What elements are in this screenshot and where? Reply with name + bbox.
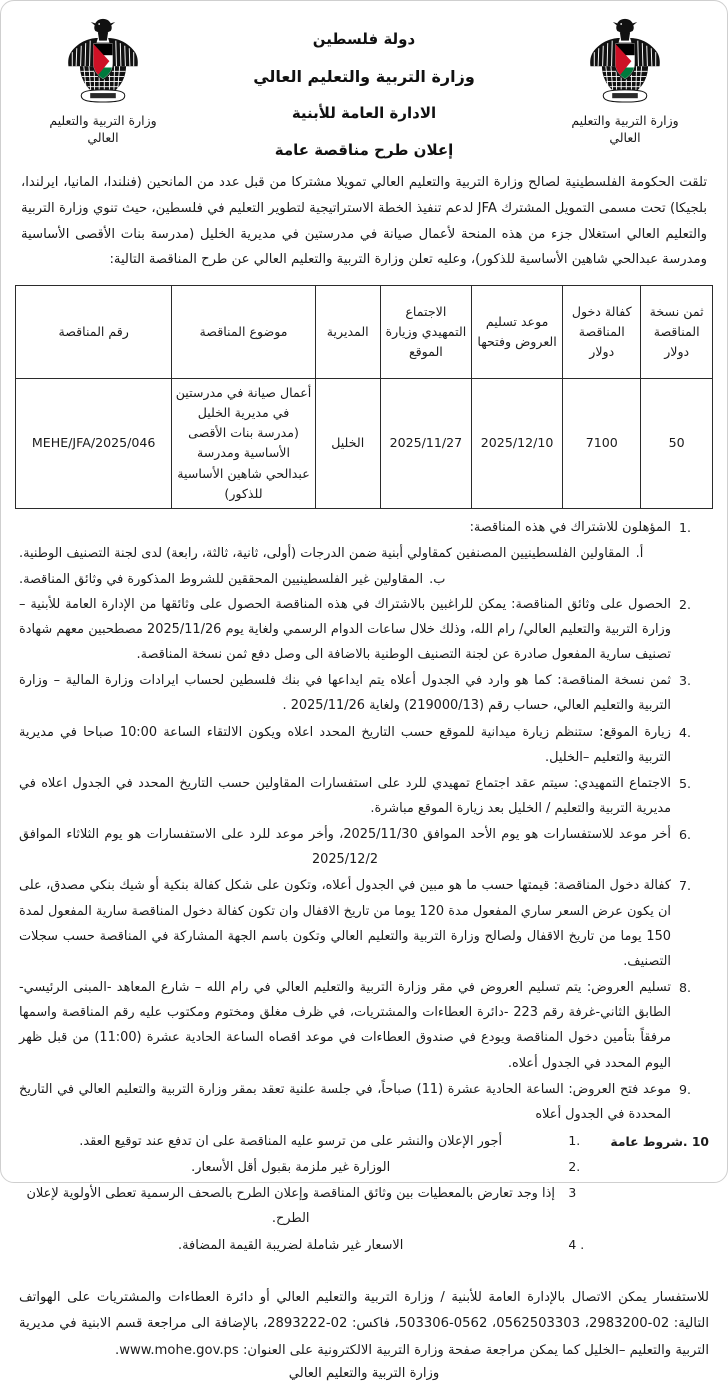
general-condition-text: أجور الإعلان والنشر على من ترسو عليه المناقصة على ان تدفع عند توقيع العقد. [79,1134,503,1150]
clause-text: ثمن نسخة المناقصة: كما هو وارد في الجدول أعلاه يتم ايداعها في بنك فلسطين لحساب ايرادات وزارة المالية – وزارة التربية والتعليم العالي، حساب رقم (219000/13) ولغاية 2025/11/26 . [19,673,671,714]
general-conditions-items [19,1129,600,1259]
clause-number: 8. [679,980,692,996]
general-condition-number: 2. [568,1159,581,1175]
clause-number: 2. [679,596,692,612]
clause-text: موعد فتح العروض: الساعة الحادية عشرة (11) صباحاً، في جلسة علنية تعقد بمقر وزارة التربية والتعليم العالي في التاريخ المحددة في الجدول أعلاه [19,1081,671,1122]
clause-text: الحصول على وثائق المناقصة: يمكن للراغبين بالاشتراك في هذه المناقصة الحصول على وثائقها من الإدارة العامة للأبنية – وزارة التربية والتعليم العالي/ رام الله، وذلك خلال ساعات الدوام الرسمي ولغاية يوم 2025/11/26 مصطحبين معهم شهادة تصنيف سارية المفعول صادرة عن لجنة التصنيف الوطنية بالاضافة الى وصل دفع ثمن نسخة المناقصة. [19,596,671,663]
clause-item [19,592,709,667]
general-conditions-block [19,1129,709,1259]
general-condition-item [23,1155,600,1180]
sub-list-item [19,567,709,592]
clause-number: 4. [679,724,692,740]
clause-text: المؤهلون للاشتراك في هذه المناقصة: [469,519,671,535]
palestine-eagle-emblem-icon [64,15,142,111]
clause-item [19,668,709,718]
cell-offers-delivery: 2025/12/10 [471,379,562,509]
clause-item [19,1077,709,1127]
title-state: دولة فلسطين [312,30,416,48]
header-pre-meeting: الاجتماع التمهيدي وزيارة الموقع [380,286,471,379]
cell-entry-bond: 7100 [563,379,641,509]
tender-table-head [16,286,713,379]
sub-list-item [19,541,709,566]
footer-contact: للاستفسار يمكن الاتصال بالإدارة العامة للأبنية / وزارة التربية والتعليم العالي أو دائرة العطاءات والمشتريات على الهواتف التالية: 02-2983200، 0562503303، 0562-503306، فاكس: 02-2893222، بالإضافة الى مراجعة قسم الابنية في مديرية التربية والتعليم –الخليل كما يمكن مراجعة صفحة وزارة التربية الالكترونية على العنوان: www.mohe.gov.ps. [19,1289,709,1358]
cell-tender-number: MEHE/JFA/2025/046 [16,379,172,509]
title-block [169,15,559,164]
emblem-block-left [37,15,169,147]
title-department: الادارة العامة للأبنية [291,104,437,123]
general-condition-text: إذا وجد تعارض بالمعطيات بين وثائق المناقصة وإعلان الطرح بالصحف الرسمية تعطى الأولوية لإعلان الطرح. [26,1186,555,1227]
clause-text: أخر موعد للاستفسارات هو يوم الأحد الموافق 2025/11/30، وأخر موعد للرد على الاستفسارات هو يوم الثلاثاء الموافق 2025/12/2 [19,827,671,868]
sub-item-letter: أ. [635,546,644,562]
clause-item [19,720,709,770]
table-header-row [16,286,713,379]
tender-table-body [16,379,713,509]
clause-number: 3. [679,673,692,689]
header-copy-price: ثمن نسخة المناقصة دولار [641,286,713,379]
clause-text: كفالة دخول المناقصة: قيمتها حسب ما هو مبين في الجدول أعلاه، وتكون على شكل كفالة بنكية أو شيك بنكي مصدق، على ان يكون عرض السعر ساري المفعول مدة 120 يوما من تاريخ الاقفال وان تكون كفالة دخول المناقصة سارية المفعول لمدة 150 يوما من تاريخ الاقفال ولصالح وزارة التربية والتعليم العالي وتكون باسم الجهة المشاركة في المناقصة حسب سجلات التصنيف. [19,878,671,969]
title-announcement: إعلان طرح مناقصة عامة [274,140,454,159]
sub-item-letter: ب. [429,571,446,587]
general-condition-text: الاسعار غير شاملة لضريبة القيمة المضافة. [178,1237,404,1253]
general-conditions-label: 10 .شروط عامة [610,1135,709,1150]
cell-pre-meeting: 2025/11/27 [380,379,471,509]
clause-number: 7. [679,878,692,894]
emblem-block-right [559,15,691,147]
sub-item-text: المقاولين غير الفلسطينيين المحققين للشروط المذكورة في وثائق المناقصة. [19,571,424,587]
table-row [16,379,713,509]
clause-text: تسليم العروض: يتم تسليم العروض في مقر وزارة التربية والتعليم العالي في رام الله – شارع المعاهد -المبنى الرئيسي- الطابق الثاني-غرفة رقم 223 -دائرة العطاءات والمشتريات، في ظرف مغلق ومختوم ومكتوب عليه رقم المناقصة واسمها مرفقاً بتأمين دخول المناقصة ويودع في صندوق العطاءات في موعد اقصاه الساعة الحادية عشرة (11:00) من قبل ظهر اليوم المحدد في الجدول أعلاه. [19,980,672,1071]
tender-table [15,285,713,509]
document-header [15,11,713,164]
clause-item [19,515,709,541]
footer-signature: وزارة التربية والتعليم العالي [288,1366,440,1381]
emblem-caption-right: وزارة التربية والتعليم العالي [571,113,679,145]
clause-number: 9. [679,1081,692,1097]
general-condition-number: 3 [568,1185,577,1201]
clause-1-sublist [19,541,709,591]
emblem-caption-left: وزارة التربية والتعليم العالي [49,113,157,145]
header-offers-delivery: موعد تسليم العروض وفتحها [471,286,562,379]
general-condition-item [23,1233,600,1258]
clause-text: الاجتماع التمهيدي: سيتم عقد اجتماع تمهيدي للرد على استفسارات المقاولين حسب التاريخ المحدد في الجدول اعلاه في مديرية التربية والتعليم / الخليل بعد زيارة الموقع مباشرة. [19,775,671,816]
general-condition-item [23,1181,600,1231]
clause-item [19,822,709,872]
general-condition-number: 4 . [568,1236,585,1252]
cell-tender-subject: أعمال صيانة في مدرستين في مديرية الخليل (مدرسة بنات الأقصى الأساسية ومدرسة عبدالحي شاهين الأساسية للذكور) [172,379,315,509]
title-ministry: وزارة التربية والتعليم العالي [253,66,475,86]
general-condition-item [23,1129,600,1154]
general-condition-number: 1. [568,1133,581,1149]
cell-copy-price: 50 [641,379,713,509]
header-tender-subject: موضوع المناقصة [172,286,315,379]
clause-number: 5. [679,775,692,791]
header-directorate: المديرية [315,286,380,379]
sub-item-text: المقاولين الفلسطينيين المصنفين كمقاولي أبنية ضمن الدرجات (أولى، ثانية، ثالثة، رابعة) لدى لجنة التصنيف الوطنية. [19,546,630,562]
intro-paragraph: تلقت الحكومة الفلسطينية لصالح وزارة التربية والتعليم العالي تمويلا مشتركا من قبل عدد من المانحين (فنلندا، المانيا، ايرلندا، بلجيكا) تحت مسمى التمويل المشترك JFA لدعم تنفيذ الخطة الاستراتيجية لتطوير التعليم في فلسطين، حيث تنوي وزارة التربية والتعليم العالي استغلال جزء من هذه المنحة لأعمال صيانة في مدرستين في مديرية الخليل (مدرسة بنات الأقصى الأساسية ومدرسة عبدالحي شاهين الأساسية للذكور)، وعليه تعلن وزارة التربية والتعليم العالي عن طرح المناقصة التالية: [21,175,707,268]
clause-item [19,771,709,821]
clauses-list [19,515,709,1259]
clause-text: زيارة الموقع: ستنظم زيارة ميدانية للموقع حسب التاريخ المحدد اعلاه ويكون الالتقاء الساعة 10:00 صباحا في مديرية التربية والتعليم –الخليل. [19,724,671,765]
clause-item [19,873,709,974]
clause-item [19,975,709,1076]
cell-directorate: الخليل [315,379,380,509]
header-entry-bond: كفالة دخول المناقصة دولار [563,286,641,379]
clause-number: 6. [679,827,692,843]
header-tender-number: رقم المناقصة [16,286,172,379]
palestine-eagle-emblem-icon [586,15,664,111]
general-condition-text: الوزارة غير ملزمة بقبول أقل الأسعار. [191,1160,391,1176]
clause-number: 1. [679,519,692,535]
